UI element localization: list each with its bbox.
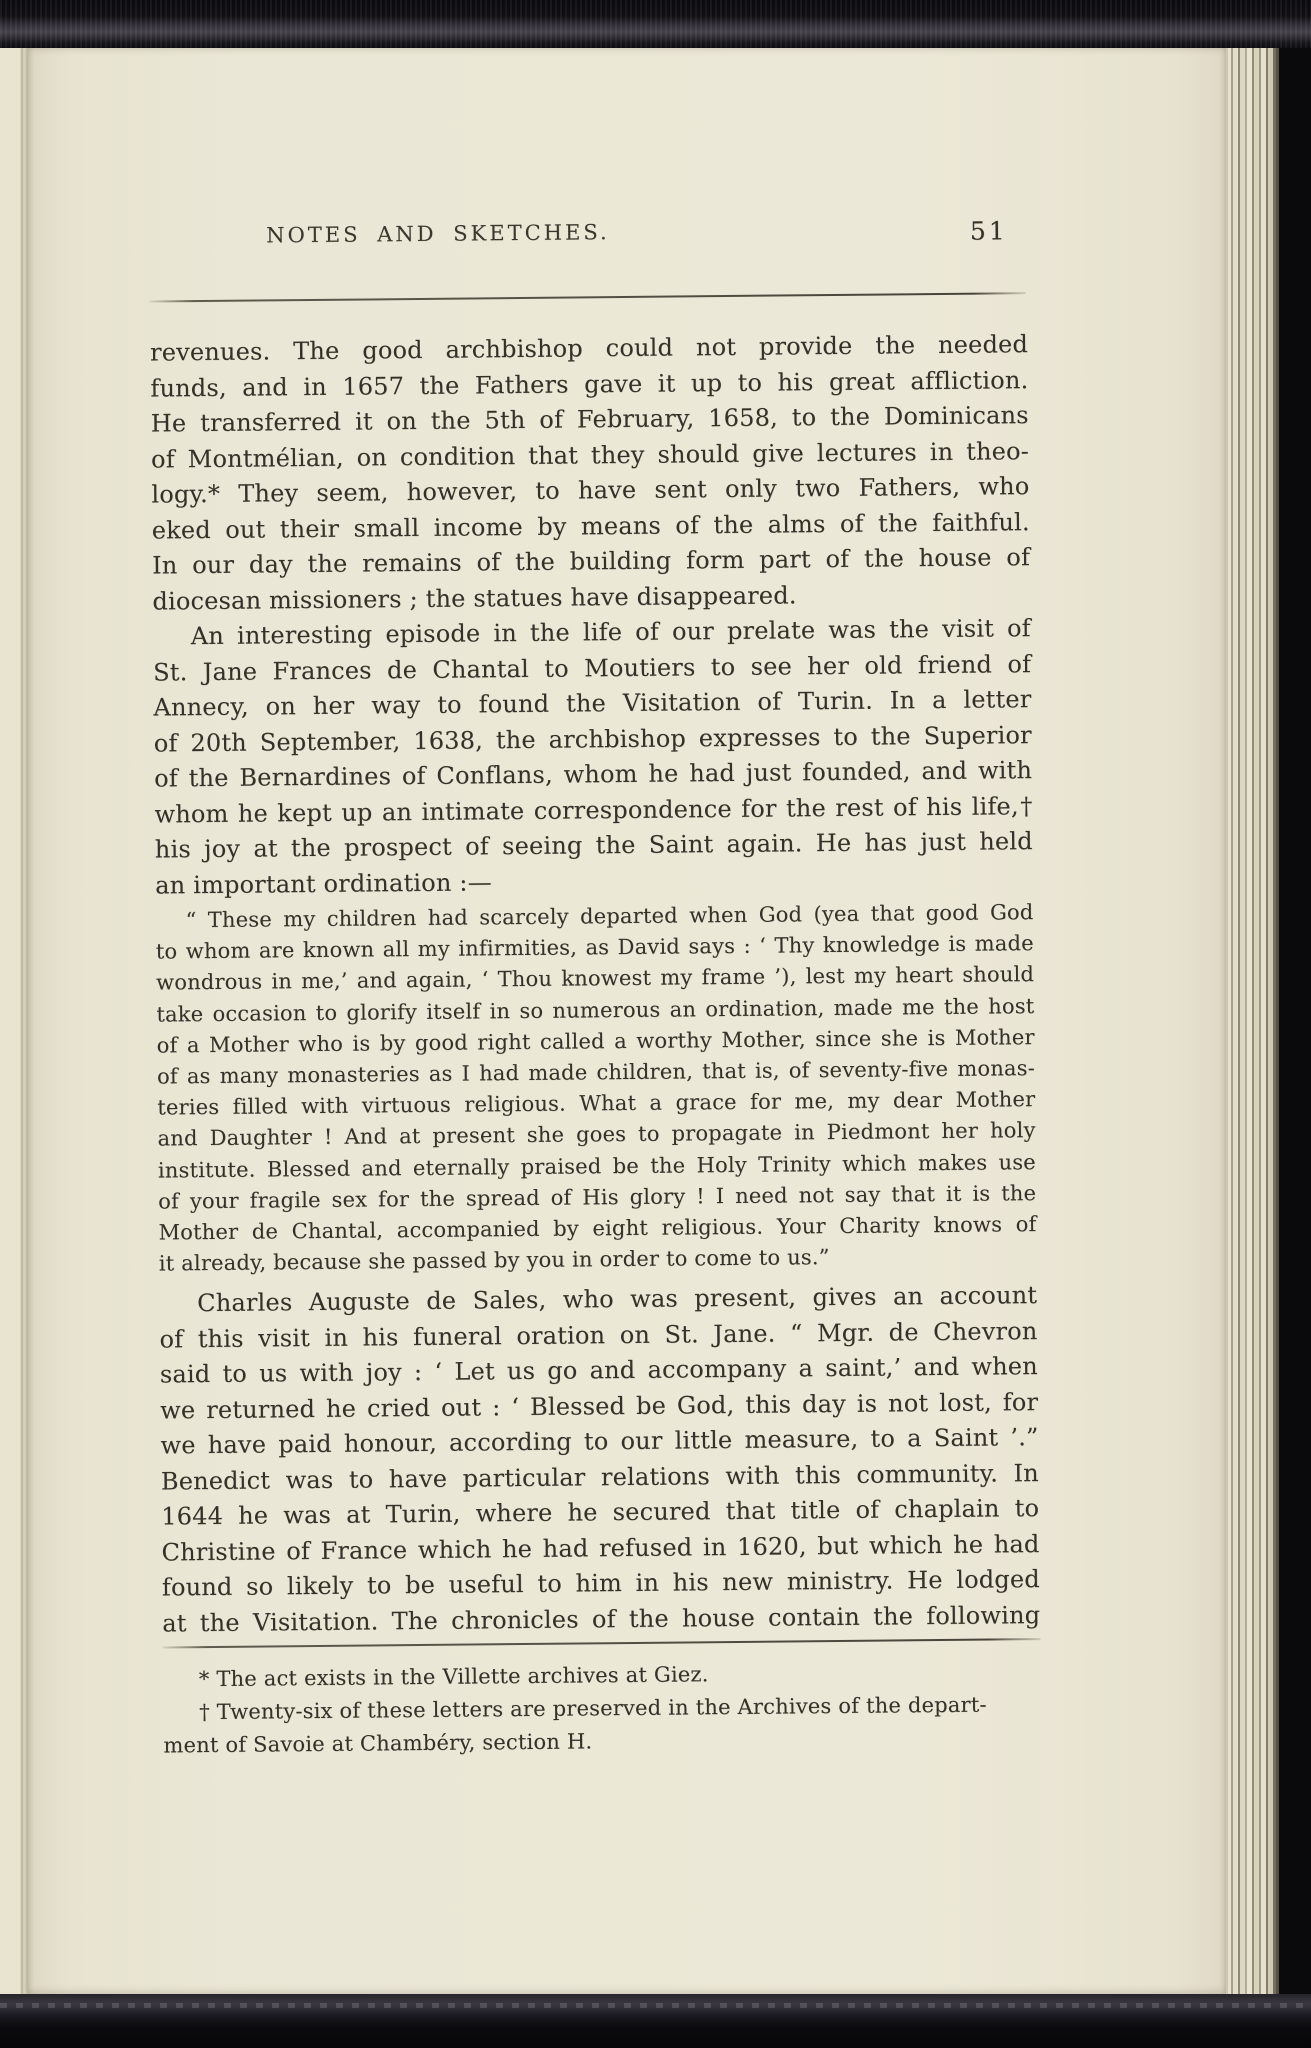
text-line: found so likely to be useful to him in his new ministry. He lodged (161, 1565, 1041, 1602)
text-line: Christine of France which he had refused in 1620, but which he had (161, 1529, 1040, 1566)
text-line: of a Mother who is by good right called a worthy Mother, since she is Mother (156, 1024, 1035, 1058)
text-line: an important ordination :— (155, 867, 492, 900)
text-line: said to us with joy : ‘ Let us go and accompany a saint,’ and when (159, 1352, 1038, 1389)
body-text (150, 327, 1033, 903)
paragraph-revenues (150, 327, 1031, 619)
paragraph-charles-auguste (159, 1278, 1040, 1641)
text-line: we returned he cried out : ‘ Blessed be God, this day is not lost, for (160, 1387, 1039, 1425)
text-line: He transferred it on the 5th of February, 1658, to the Dominicans (150, 401, 1029, 438)
text-line: of the Bernardines of Conflans, whom he had just founded, and with (154, 756, 1033, 793)
text-line: of as many monasteries as I had made children, that is, of seventy-five monas- (156, 1056, 1036, 1089)
paragraph-episode (153, 611, 1034, 903)
printed-content (20, 38, 1237, 2001)
book-page (28, 44, 1226, 1996)
text-line: of 20th September, 1638, the archbishop expresses to the Superior (153, 720, 1032, 758)
text-line: his joy at the prospect of seeing the Saint again. He has just held (154, 827, 1033, 864)
text-line: Charles Auguste de Sales, who was present, gives an account (197, 1281, 1038, 1318)
text-line: † Twenty-six of these letters are preserved in the Archives of the depart- (199, 1692, 987, 1725)
text-line: revenues. The good archbishop could not provide the needed (149, 330, 1029, 367)
text-line: we have paid honour, according to our little measure, to a Saint ’.” (160, 1423, 1039, 1460)
text-line: In our day the remains of the building form part of the house of (151, 543, 1031, 580)
running-head-title: NOTES AND SKETCHES. (266, 220, 610, 248)
page-stack-fore-edge (1226, 40, 1279, 1998)
text-line: teries filled with virtuous religious. What a grace for me, my dear Mother (157, 1087, 1036, 1120)
text-line: eked out their small income by means of the alms of the faithful. (151, 507, 1030, 545)
text-line: to whom are known all my infirmities, as David says : ‘ Thy knowledge is made (155, 931, 1034, 964)
header-rule (150, 292, 1026, 302)
text-line: of Montmélian, on condition that they should give lectures in theo- (150, 436, 1030, 474)
block-quote-ordination (155, 897, 1037, 1280)
text-line: funds, and in 1657 the Fathers gave it up to his great affliction. (150, 365, 1029, 403)
book-cover-top-edge (0, 0, 1311, 48)
text-line: Mother de Chantal, accompanied by eight religious. Your Charity knows of (158, 1212, 1037, 1245)
text-line: of this visit in his funeral oration on St. Jane. “ Mgr. de Chevron (159, 1316, 1038, 1354)
text-line: Benedict was to have particular relations with this community. In (160, 1458, 1039, 1496)
text-line: Annecy, on her way to found the Visitation of Turin. In a letter (153, 685, 1032, 722)
text-line: ment of Savoie at Chambéry, section H. (163, 1729, 593, 1758)
text-line: 1644 he was at Turin, where he secured that title of chaplain to (161, 1494, 1040, 1531)
text-line: “ These my children had scarcely departed when God (yea that good God (185, 900, 1034, 933)
text-line: of your fragile sex for the spread of His glory ! I need not say that it is the (158, 1180, 1037, 1214)
text-line: and Daughter ! And at present she goes to propagate in Piedmont her holy (157, 1118, 1036, 1151)
book-cover-bottom-edge (0, 1994, 1311, 2048)
footnotes (163, 1655, 1042, 1762)
page-number: 51 (969, 216, 1008, 246)
text-line: logy.* They seem, however, to have sent only two Fathers, who (151, 472, 1030, 509)
text-line: institute. Blessed and eternally praised be the Holy Trinity which makes use (157, 1149, 1036, 1183)
text-line: at the Visitation. The chronicles of the house contain the following (162, 1600, 1041, 1637)
text-line: * The act exists in the Villette archives at Giez. (198, 1662, 709, 1692)
text-line: diocesan missioners ; the statues have disappeared. (152, 580, 797, 616)
text-line: whom he kept up an intimate correspondence for the rest of his life,† (154, 791, 1033, 829)
text-line: it already, because she passed by you in order to come to us.” (158, 1245, 830, 1276)
text-line: St. Jane Frances de Chantal to Moutiers to see her old friend of (153, 649, 1032, 687)
text-line: wondrous in me,’ and again, ‘ Thou knowest my frame ’), lest my heart should (156, 962, 1035, 995)
text-line: take occasion to glorify itself in so numerous an ordination, made me the host (156, 993, 1035, 1027)
text-line: An interesting episode in the life of our prelate was the visit of (190, 614, 1031, 651)
